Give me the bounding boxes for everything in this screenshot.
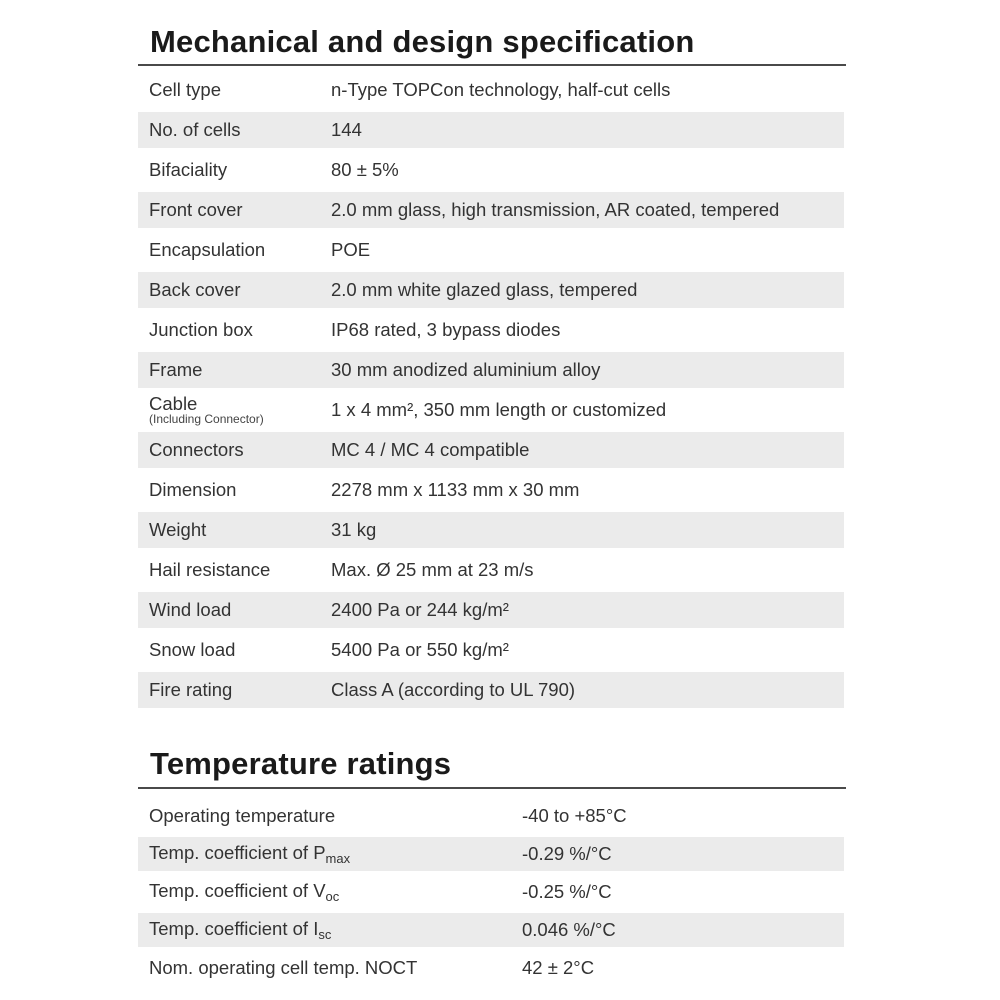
spec-value: 2400 Pa or 244 kg/m² [331, 599, 509, 620]
spec-label: Hail resistance [149, 559, 271, 580]
spec-label-main: Cable [149, 392, 198, 414]
temp-row-coefficient-pmax [138, 837, 844, 871]
spec-row-snow-load [138, 632, 844, 668]
temp-label-subscript: oc [325, 889, 340, 904]
spec-row-frame [138, 352, 844, 388]
spec-label: No. of cells [149, 119, 241, 140]
spec-label: Front cover [149, 199, 243, 220]
temp-value: 42 ± 2°C [522, 957, 595, 978]
temp-value: -0.25 %/°C [522, 881, 612, 902]
temp-row-noct [138, 951, 844, 985]
mechanical-title-divider [138, 64, 846, 66]
spec-value: Class A (according to UL 790) [331, 679, 576, 700]
temp-value: -0.29 %/°C [522, 843, 612, 864]
temp-label-text: Temp. coefficient of I [149, 918, 319, 939]
temp-label-subscript: max [325, 851, 351, 866]
temp-label [138, 842, 511, 866]
spec-value: POE [331, 239, 371, 260]
spec-value: 144 [331, 119, 362, 140]
spec-value: 2278 mm x 1133 mm x 30 mm [331, 479, 580, 500]
spec-row-front-cover [138, 192, 844, 228]
temp-row-coefficient-voc [138, 875, 844, 909]
spec-row-bifaciality [138, 152, 844, 188]
temp-label-text: Temp. coefficient of V [149, 880, 326, 901]
temp-label: Operating temperature [149, 805, 336, 826]
spec-label: Connectors [149, 439, 244, 460]
spec-row-junction-box [138, 312, 844, 348]
spec-value: 30 mm anodized aluminium alloy [331, 359, 601, 380]
temp-label: Nom. operating cell temp. NOCT [149, 957, 418, 978]
spec-label: Junction box [149, 319, 253, 340]
spec-row-weight [138, 512, 844, 548]
spec-value: Max. Ø 25 mm at 23 m/s [331, 559, 534, 580]
spec-row-dimension [138, 472, 844, 508]
temp-row-coefficient-isc [138, 913, 844, 947]
spec-label: Cell type [149, 79, 221, 100]
spec-row-no-of-cells [138, 112, 844, 148]
spec-label: Dimension [149, 479, 237, 500]
spec-label: Back cover [149, 279, 241, 300]
temperature-title-divider [138, 787, 846, 789]
temp-label-subscript: sc [318, 927, 332, 942]
spec-value: 5400 Pa or 550 kg/m² [331, 639, 509, 660]
spec-value: 31 kg [331, 519, 377, 540]
spec-row-cable [138, 392, 844, 428]
spec-row-hail-resistance [138, 552, 844, 588]
spec-row-back-cover [138, 272, 844, 308]
spec-label: Wind load [149, 599, 232, 620]
temp-row-operating-temperature [138, 799, 844, 833]
spec-label: Snow load [149, 639, 236, 660]
spec-row-encapsulation [138, 232, 844, 268]
spec-value: 80 ± 5% [331, 159, 399, 180]
spec-row-fire-rating [138, 672, 844, 708]
spec-row-connectors [138, 432, 844, 468]
temp-label [138, 918, 511, 942]
spec-label: Weight [149, 519, 207, 540]
temp-value: -40 to +85°C [522, 805, 627, 826]
spec-value: 1 x 4 mm², 350 mm length or customized [331, 399, 667, 420]
spec-label: Bifaciality [149, 159, 228, 180]
spec-value: MC 4 / MC 4 compatible [331, 439, 530, 460]
mechanical-spec-table [138, 72, 844, 712]
temp-label [138, 880, 511, 904]
spec-value: n-Type TOPCon technology, half-cut cells [331, 79, 671, 100]
spec-value: 2.0 mm glass, high transmission, AR coated, tempered [331, 199, 780, 220]
spec-value: 2.0 mm white glazed glass, tempered [331, 279, 638, 300]
spec-row-cell-type [138, 72, 844, 108]
spec-label: Encapsulation [149, 239, 266, 260]
spec-label [138, 392, 320, 426]
spec-label: Fire rating [149, 679, 233, 700]
temp-value: 0.046 %/°C [522, 919, 616, 940]
spec-label: Frame [149, 359, 203, 380]
temperature-section-title: Temperature ratings [150, 746, 452, 781]
temperature-rating-table [138, 799, 844, 989]
temp-label-text: Temp. coefficient of P [149, 842, 326, 863]
spec-value: IP68 rated, 3 bypass diodes [331, 319, 561, 340]
spec-label-note: (Including Connector) [149, 411, 264, 426]
mechanical-section-title: Mechanical and design specification [150, 24, 695, 59]
spec-row-wind-load [138, 592, 844, 628]
